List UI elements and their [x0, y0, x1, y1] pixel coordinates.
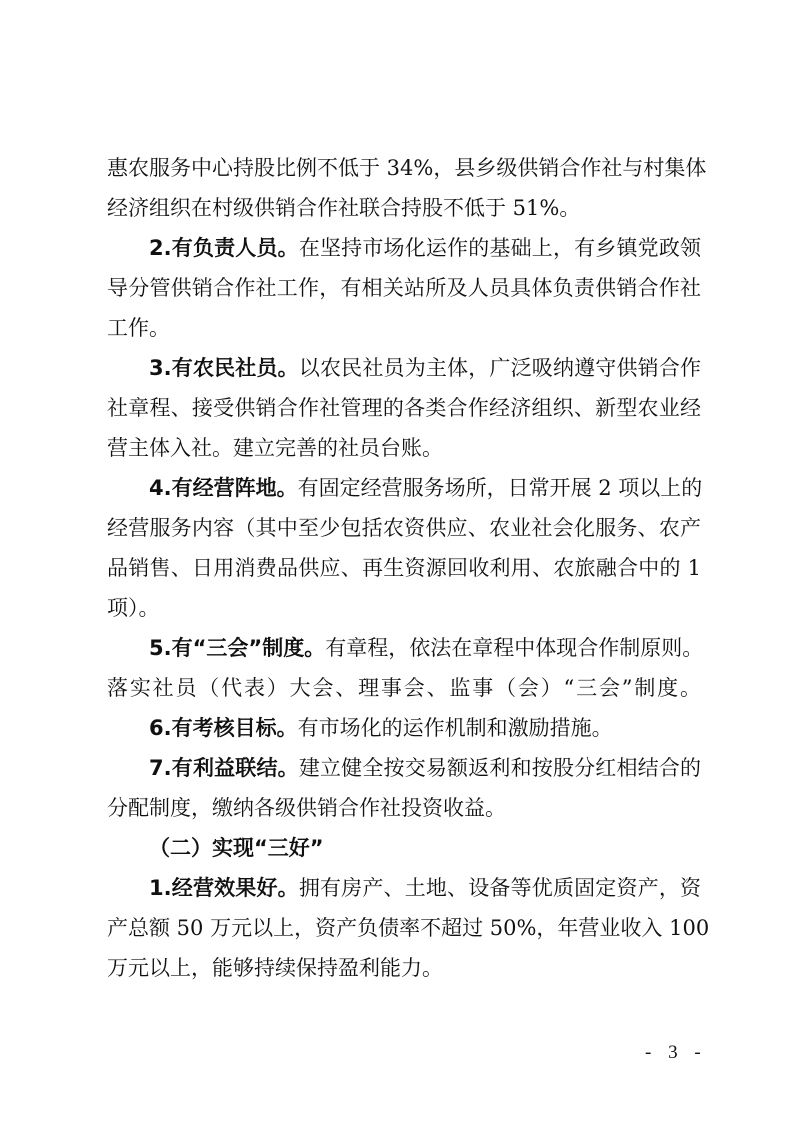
text-line: 经营服务内容（其中至少包括农资供应、农业社会化服务、农产 [107, 516, 701, 540]
text-line: 项）。 [107, 596, 160, 620]
item-heading-line [107, 748, 701, 788]
item-title: 7.有利益联结。 [149, 756, 299, 780]
item-title: 1.经营效果好。 [149, 876, 299, 900]
text-line: 经济组织在村级供销合作社联合持股不低于 51%。 [107, 196, 581, 220]
section-heading [107, 828, 701, 868]
item-heading-line [107, 348, 701, 388]
text-line: 品销售、日用消费品供应、再生资源回收利用、农旅融合中的 1 [107, 556, 701, 580]
section-heading-text: （二）实现“三好” [149, 836, 324, 860]
text-line: 惠农服务中心持股比例不低于 34%，县乡级供销合作社与村集体 [107, 156, 707, 180]
item-text: 建立健全按交易额返利和按股分红相结合的 [298, 756, 701, 780]
page-number: - 3 - [645, 1042, 707, 1063]
item-text: 在坚持市场化运作的基础上，有乡镇党政领 [298, 236, 701, 260]
text-line: 产总额 50 万元以上，资产负债率不超过 50%，年营业收入 100 [107, 916, 710, 940]
item-heading-line [107, 628, 704, 668]
item-text: 有章程，依法在章程中体现合作制原则。 [325, 636, 704, 660]
item-text: 有市场化的运作机制和激励措施。 [297, 716, 613, 740]
item-text: 以农民社员为主体，广泛吸纳遵守供销合作 [298, 356, 701, 380]
text-line: 分配制度，缴纳各级供销合作社投资收益。 [107, 796, 506, 820]
item-heading-line [107, 468, 701, 508]
item-title: 4.有经营阵地。 [149, 476, 298, 500]
item-heading-line [107, 868, 701, 908]
item-heading-line [107, 228, 701, 268]
text-line: 万元以上，能够持续保持盈利能力。 [107, 956, 443, 980]
item-heading-line [107, 708, 701, 748]
text-line: 落实社员（代表）大会、理事会、监事（会）“三会”制度。 [107, 676, 701, 700]
item-text: 有固定经营服务场所，日常开展 2 项以上的 [297, 476, 703, 500]
item-title: 3.有农民社员。 [149, 356, 299, 380]
text-line: 工作。 [107, 316, 170, 340]
item-title: 2.有负责人员。 [149, 236, 299, 260]
item-title: 5.有“三会”制度。 [149, 636, 326, 660]
item-text: 拥有房产、土地、设备等优质固定资产，资 [298, 876, 701, 900]
text-line: 导分管供销合作社工作，有相关站所及人员具体负责供销合作社 [107, 276, 701, 300]
text-line: 营主体入社。建立完善的社员台账。 [107, 436, 443, 460]
text-line: 社章程、接受供销合作社管理的各类合作经济组织、新型农业经 [107, 396, 701, 420]
item-title: 6.有考核目标。 [149, 716, 298, 740]
document-body [107, 148, 710, 988]
